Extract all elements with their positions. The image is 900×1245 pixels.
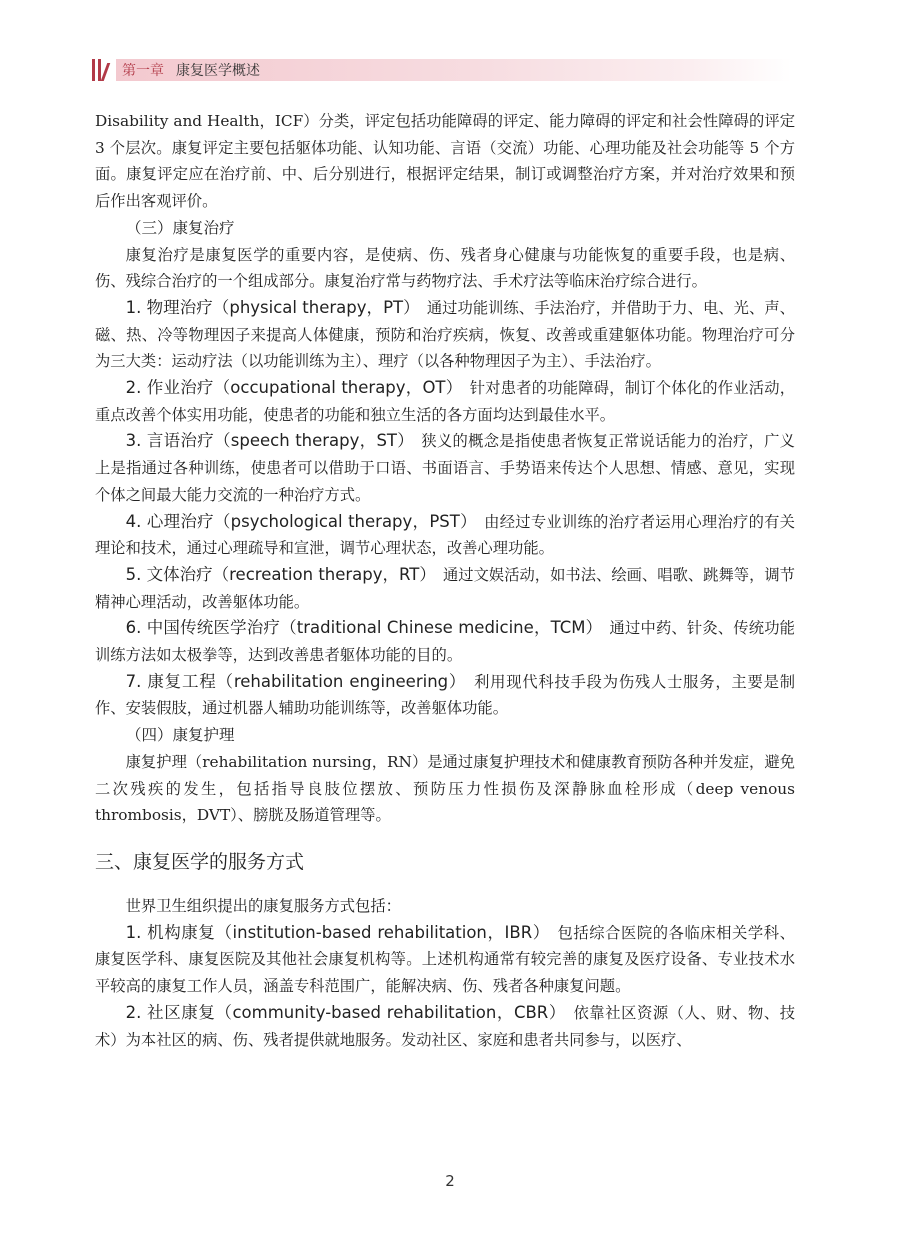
service-item: [95, 920, 795, 1000]
service-item-text: 包括综合医院的各临床相关学科、康复医学科、康复医院及其他社会康复机构等。上述机构通常有较完善的康复及医疗设备、专业技术水平较高的康复工作人员，涵盖专科范围广，能解决病、伤、残者各种康复问题。: [95, 923, 795, 996]
paragraph-therapy-intro: 康复治疗是康复医学的重要内容，是使病、伤、残者身心健康与功能恢复的重要手段，也是病、伤、残综合治疗的一个组成部分。康复治疗常与药物疗法、手术疗法等临床治疗综合进行。: [95, 245, 795, 291]
header-bar: [116, 59, 792, 81]
therapy-item-head: 5. 文体治疗（recreation therapy，RT）: [125, 564, 428, 584]
paragraph-service-intro: 世界卫生组织提出的康复服务方式包括：: [125, 896, 401, 915]
therapy-item-head: 3. 言语治疗（speech therapy，ST）: [125, 431, 406, 451]
therapy-item: [95, 295, 795, 375]
service-item-head: 2. 社区康复（community-based rehabilitation，CBR）: [125, 1002, 558, 1022]
header-title: 康复医学概述: [176, 63, 260, 79]
service-item: [95, 1000, 795, 1053]
therapy-item-text: 针对患者的功能障碍，制订个体化的作业活动，重点改善个体实用功能，使患者的功能和独立生活的各方面均达到最佳水平。: [95, 379, 795, 424]
therapy-item-head: 7. 康复工程（rehabilitation engineering）: [125, 671, 458, 691]
page-body: [95, 108, 795, 1053]
therapy-item-head: 1. 物理治疗（physical therapy，PT）: [125, 297, 412, 317]
therapy-item-text: 利用现代科技手段为伤残人士服务，主要是制作、安装假肢，通过机器人辅助功能训练等，改善躯体功能。: [95, 672, 795, 718]
therapy-item-head: 2. 作业治疗（occupational therapy，OT）: [125, 378, 455, 398]
therapy-item-text: 通过文娱活动，如书法、绘画、唱歌、跳舞等，调节精神心理活动，改善躯体功能。: [95, 565, 795, 611]
header-logo-marks: [92, 59, 110, 81]
running-header: [92, 58, 792, 82]
therapy-item-text: 通过功能训练、手法治疗，并借助于力、电、光、声、磁、热、冷等物理因子来提高人体健康，预防和治疗疾病，恢复、改善或重建躯体功能。物理治疗可分为三大类：运动疗法（以功能训练为主）、理疗（以各种物理因子为主）、手法治疗。: [95, 298, 795, 371]
therapy-item-head: 6. 中国传统医学治疗（traditional Chinese medicine，TCM）: [125, 618, 595, 638]
paragraph-nursing: 康复护理（rehabilitation nursing，RN）是通过康复护理技术和健康教育预防各种并发症，避免二次残疾的发生，包括指导良肢位摆放、预防压力性损伤及深静脉血栓形成（deep venous thrombosis，DVT）、膀胱及肠道管理等。: [95, 752, 795, 825]
paragraph-evaluation: Disability and Health，ICF）分类，评定包括功能障碍的评定、能力障碍的评定和社会性障碍的评定 3 个层次。康复评定主要包括躯体功能、认知功能、言语（交流）功能、心理功能及社会功能等 5 个方面。康复评定应在治疗前、中、后分别进行，根据评定结果，制订或调整治疗方案，并对治疗效果和预后作出客观评价。: [95, 112, 795, 211]
therapy-item: [95, 615, 795, 668]
subheading-therapy: （三）康复治疗: [126, 218, 235, 237]
therapy-item-head: 4. 心理治疗（psychological therapy，PST）: [125, 511, 469, 531]
therapy-item: [95, 428, 795, 508]
section-heading: 三、康复医学的服务方式: [95, 850, 305, 873]
page-number: 2: [445, 1172, 455, 1190]
service-item-text: 依靠社区资源（人、财、物、技术）为本社区的病、伤、残者提供就地服务。发动社区、家庭和患者共同参与，以医疗、: [95, 1003, 795, 1049]
therapy-item: [95, 509, 795, 562]
therapy-item-text: 通过中药、针灸、传统功能训练方法如太极拳等，达到改善患者躯体功能的目的。: [95, 619, 795, 665]
subheading-nursing: （四）康复护理: [126, 726, 235, 745]
therapy-item: [95, 669, 795, 722]
service-item-head: 1. 机构康复（institution-based rehabilitation，IBR）: [125, 922, 542, 942]
therapy-item-text: 狭义的概念是指使患者恢复正常说话能力的治疗，广义上是指通过各种训练，使患者可以借助于口语、书面语言、手势语来传达个人思想、情感、意见，实现个体之间最大能力交流的一种治疗方式。: [95, 432, 795, 504]
header-chapter: 第一章: [122, 63, 164, 79]
therapy-item: [95, 375, 795, 428]
therapy-item-text: 由经过专业训练的治疗者运用心理治疗的有关理论和技术，通过心理疏导和宣泄，调节心理状态，改善心理功能。: [95, 512, 795, 558]
therapy-item: [95, 562, 795, 615]
